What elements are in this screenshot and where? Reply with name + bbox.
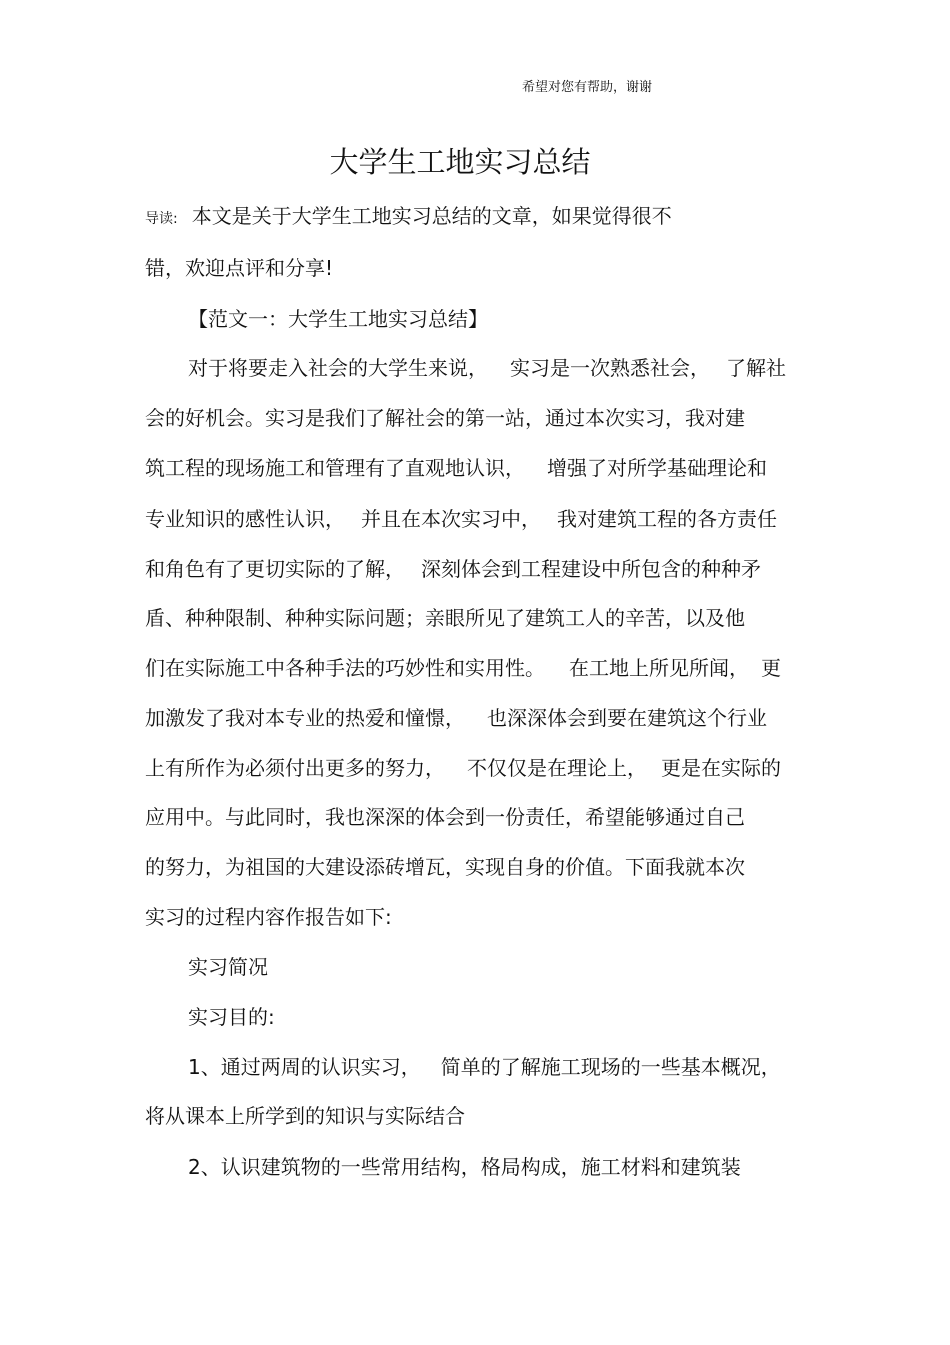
body-segment: 也深深体会到要在建筑这个行业: [487, 706, 767, 730]
body-line-9: [145, 755, 781, 781]
body-segment: 我对建筑工程的各方责任: [557, 507, 777, 531]
section-heading: 【范文一：大学生工地实习总结】: [188, 307, 488, 331]
body-line-12: 实习的过程内容作报告如下:: [145, 905, 392, 929]
body-segment: 不仅仅是在理论上，: [467, 756, 647, 780]
body-line-1: [188, 355, 786, 381]
header-note: 希望对您有帮助，谢谢: [522, 80, 653, 95]
intro-line-2: 错，欢迎点评和分享!: [145, 256, 334, 280]
item-1-line-1: [188, 1054, 781, 1080]
document-title: 大学生工地实习总结: [329, 145, 591, 179]
body-segment: 了解社: [726, 356, 786, 380]
intro-text-1: 本文是关于大学生工地实习总结的文章，如果觉得很不: [191, 204, 672, 228]
body-segment: 更是在实际的: [661, 756, 781, 780]
body-line-3: [145, 455, 767, 481]
body-line-5: [145, 556, 761, 582]
body-segment: 和角色有了更切实际的了解，: [145, 557, 405, 581]
body-segment: 实习是一次熟悉社会，: [510, 356, 710, 380]
item-segment: 1、通过两周的认识实习，: [188, 1055, 421, 1079]
overview-heading: 实习简况: [188, 955, 268, 979]
body-line-10: 应用中。与此同时，我也深深的体会到一份责任，希望能够通过自己: [145, 805, 745, 829]
body-segment: 上有所作为必须付出更多的努力，: [145, 756, 445, 780]
body-segment: 更: [761, 656, 781, 680]
body-segment: 对于将要走入社会的大学生来说，: [188, 356, 488, 380]
body-line-7: [145, 655, 781, 681]
body-segment: 专业知识的感性认识，: [145, 507, 345, 531]
body-line-4: [145, 506, 777, 532]
body-segment: 增强了对所学基础理论和: [547, 456, 767, 480]
item-1-line-2: 将从课本上所学到的知识与实际结合: [145, 1104, 465, 1128]
body-segment: 筑工程的现场施工和管理有了直观地认识，: [145, 456, 525, 480]
item-2-line-1: 2、认识建筑物的一些常用结构，格局构成，施工材料和建筑装: [188, 1155, 741, 1179]
body-segment: 加激发了我对本专业的热爱和憧憬，: [145, 706, 465, 730]
body-line-6: 盾、种种限制、种种实际问题；亲眼所见了建筑工人的辛苦，以及他: [145, 606, 745, 630]
intro-label: 导读:: [145, 211, 178, 227]
item-segment: 简单的了解施工现场的一些基本概况，: [440, 1055, 781, 1079]
body-line-2: 会的好机会。实习是我们了解社会的第一站，通过本次实习，我对建: [145, 406, 745, 430]
body-segment: 在工地上所见所闻，: [569, 656, 749, 680]
intro-line-1: [145, 203, 672, 232]
purpose-heading: 实习目的:: [188, 1005, 275, 1029]
body-line-8: [145, 705, 767, 731]
body-line-11: 的努力，为祖国的大建设添砖增瓦，实现自身的价值。下面我就本次: [145, 855, 745, 879]
body-segment: 们在实际施工中各种手法的巧妙性和实用性。: [145, 656, 545, 680]
body-segment: 并且在本次实习中，: [361, 507, 541, 531]
body-segment: 深刻体会到工程建设中所包含的种种矛: [421, 557, 761, 581]
